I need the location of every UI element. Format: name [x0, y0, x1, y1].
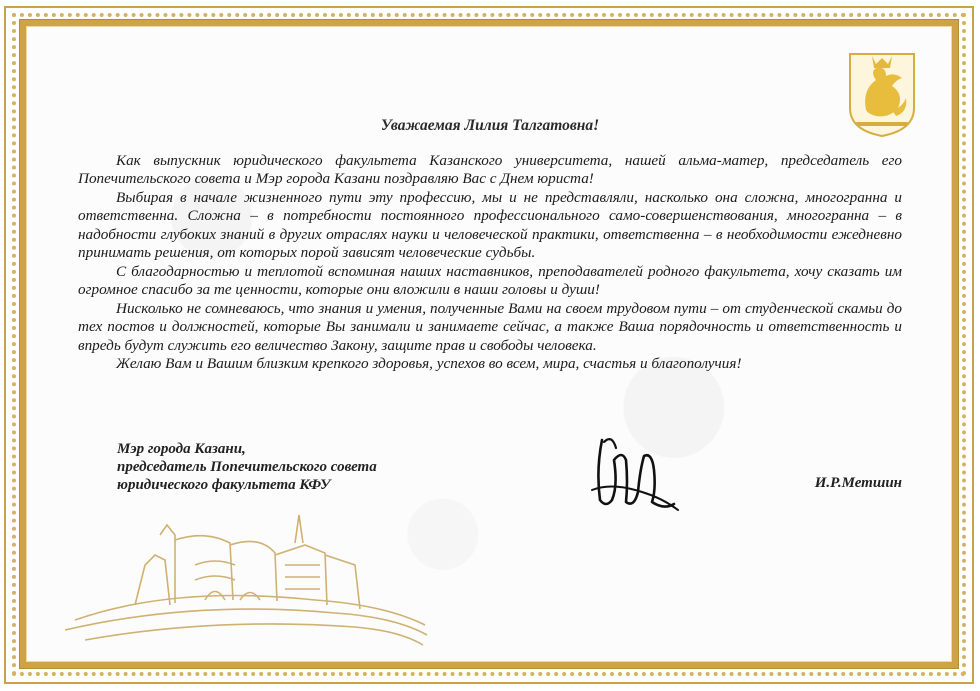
signatory-title-line: Мэр города Казани, [117, 441, 246, 457]
signatory-title-line: председатель Попечительского совета [117, 459, 377, 475]
paragraph: Как выпускник юридического факультета Казанского университета, нашей альма-матер, председатель его Попечительского совета и Мэр города Казани поздравляю Вас с Днем юриста! [78, 151, 902, 187]
letter-body [78, 112, 902, 374]
signatory-title [117, 440, 377, 494]
paragraph: Желаю Вам и Вашим близким крепкого здоровья, успехов во всем, мира, счастья и благополучия! [116, 355, 742, 372]
paragraph: Нисколько не сомневаюсь, что знания и умения, полученные Вами на своем трудовом пути – от студенческой скамьи до тех постов и должностей, которые Вы занимали и занимаете сейчас, а также Ваша порядочность и ответственность и впредь будут служить его величество Закону, защите прав и свободы человека. [78, 299, 902, 354]
signatory-name: И.Р.Метшин [814, 475, 902, 491]
greeting: Уважаемая Лилия Талгатовна! [380, 117, 600, 134]
paragraph: С благодарностью и теплотой вспоминая наших наставников, преподавателей родного факультета, хочу сказать им огромное спасибо за те ценности, которые они вложили в наши головы и души! [78, 262, 902, 298]
handwritten-signature-icon [582, 430, 682, 520]
signatory-title-line: юридического факультета КФУ [117, 477, 331, 493]
kazan-university-buildings-illustration [55, 505, 435, 655]
paragraph: Выбирая в начале жизненного пути эту профессию, мы и не представляли, насколько она сложна, многогранна и ответственна. Сложна – в потребности постоянного профессионального само-совершенствования, многогранна – в надобности глубоких знаний в других отраслях науки и человеческой практики, ответственна – в необходимости ежедневно принимать решения, от которых порой зависят человеческие судьбы. [78, 188, 902, 261]
